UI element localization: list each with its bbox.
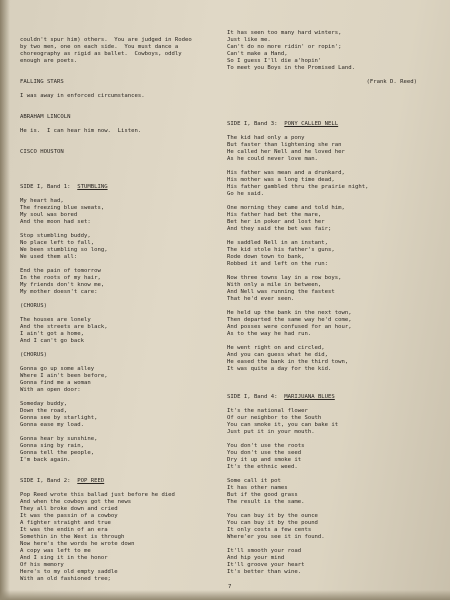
text-line	[227, 170, 417, 177]
text-line	[227, 142, 417, 149]
text-line	[227, 37, 417, 44]
line-text: It'll groove your heart	[227, 562, 305, 568]
text-line	[227, 520, 417, 527]
section-heading	[20, 478, 192, 485]
song-title: MARIJUANA BLUES	[284, 394, 335, 400]
text-line	[227, 359, 417, 366]
line-text: I was away in enforced circumstances.	[20, 93, 145, 99]
text-line	[20, 254, 192, 261]
line-text: A fighter straight and true	[20, 520, 111, 526]
line-text: (CHORUS)	[20, 303, 47, 309]
line-text: And you can guess what he did,	[227, 352, 329, 358]
text-line	[20, 268, 192, 275]
text-line	[227, 366, 417, 373]
text-line	[227, 450, 417, 457]
line-text: Gonna find me a woman	[20, 380, 91, 386]
page-edge-shadow	[0, 0, 10, 600]
line-gap	[20, 429, 192, 436]
line-text: Gonna go up some alley	[20, 366, 95, 372]
page-bottom-shadow	[0, 590, 450, 600]
line-gap	[227, 471, 417, 478]
line-text: It was the passin of a cowboy	[20, 513, 118, 519]
text-line	[20, 58, 192, 65]
text-line	[20, 331, 192, 338]
text-line	[227, 254, 417, 261]
text-line	[20, 338, 192, 345]
text-line	[20, 198, 192, 205]
text-line	[227, 352, 417, 359]
line-gap	[20, 485, 192, 492]
text-line	[20, 548, 192, 555]
line-gap	[20, 261, 192, 268]
line-gap	[20, 135, 192, 149]
text-line	[227, 415, 417, 422]
line-text: Gonna ease my load.	[20, 422, 84, 428]
text-line	[20, 541, 192, 548]
text-line	[20, 128, 192, 135]
text-line	[20, 44, 192, 51]
line-gap	[227, 86, 417, 121]
text-line	[20, 289, 192, 296]
line-text: You can buy it by the ounce	[227, 513, 318, 519]
line-text: (CHORUS)	[20, 352, 47, 358]
text-line	[227, 275, 417, 282]
text-line	[227, 331, 417, 338]
text-line	[227, 527, 417, 534]
section-heading	[227, 394, 417, 401]
line-text: My mother doesn't care:	[20, 289, 98, 295]
text-line	[227, 429, 417, 436]
text-line	[227, 184, 417, 191]
text-line	[20, 506, 192, 513]
line-text: A copy was left to me	[20, 548, 91, 554]
line-text: With an open door:	[20, 387, 81, 393]
text-line	[20, 282, 192, 289]
line-text: And hip your mind	[227, 555, 285, 561]
text-line	[20, 408, 192, 415]
text-line	[20, 387, 192, 394]
line-text: Someday buddy,	[20, 401, 68, 407]
line-gap	[20, 394, 192, 401]
line-gap	[227, 436, 417, 443]
text-line	[227, 191, 417, 198]
line-gap	[20, 121, 192, 128]
line-gap	[227, 163, 417, 170]
line-text: Here's to my old empty saddle	[20, 569, 118, 575]
line-text: He held up the bank in the next town,	[227, 310, 352, 316]
line-text: Gonna hear by sunshine,	[20, 436, 98, 442]
line-text: Just put it in your mouth.	[227, 429, 315, 435]
line-text: But if the good grass	[227, 492, 298, 498]
line-text: I ain't got a home,	[20, 331, 84, 337]
text-line	[227, 408, 417, 415]
text-line	[227, 240, 417, 247]
line-text: Go he said.	[227, 191, 265, 197]
text-line	[20, 247, 192, 254]
line-gap	[227, 233, 417, 240]
line-text: Can't do no more ridin' or ropin';	[227, 44, 342, 50]
line-text: SIDE I, Band 1:	[20, 184, 78, 190]
line-text: I'm back again.	[20, 457, 71, 463]
line-text: His father was mean and a drunkard,	[227, 170, 345, 176]
line-text: Pop Reed wrote this ballad just before he died	[20, 492, 175, 498]
line-text: Some call it pot	[227, 478, 281, 484]
line-text: As to the way he had run.	[227, 331, 312, 337]
line-text: And I sing it in the honor	[20, 555, 108, 561]
line-gap	[227, 401, 417, 408]
line-text: Then departed the same way he'd come,	[227, 317, 352, 323]
line-text: SIDE I, Band 3:	[227, 121, 285, 127]
line-text: Gonna sing by rain,	[20, 443, 84, 449]
text-line	[227, 247, 417, 254]
text-line	[227, 296, 417, 303]
line-gap	[20, 86, 192, 93]
line-text: It has seen too many hard winters,	[227, 30, 342, 36]
line-text: My heart had,	[20, 198, 64, 204]
line-text: Rode down town to bank,	[227, 254, 305, 260]
line-gap	[20, 100, 192, 114]
text-line	[20, 457, 192, 464]
text-line	[227, 177, 417, 184]
text-line	[227, 205, 417, 212]
line-text: You can smoke it, you can bake it	[227, 422, 339, 428]
line-text: The houses are lonely	[20, 317, 91, 323]
line-text: And they said the bet was fair;	[227, 226, 332, 232]
line-gap	[20, 345, 192, 352]
right-column	[227, 30, 417, 576]
text-line	[227, 149, 417, 156]
line-text: Gonna tell the people,	[20, 450, 95, 456]
line-gap	[20, 156, 192, 184]
text-line	[20, 37, 192, 44]
line-text: Bet her in poker and lost her	[227, 219, 325, 225]
line-gap	[20, 65, 192, 79]
line-text: Down the road,	[20, 408, 68, 414]
text-line	[20, 219, 192, 226]
line-text: But faster than lightening she ran	[227, 142, 342, 148]
text-line	[227, 156, 417, 163]
line-text: My friends don't know me,	[20, 282, 105, 288]
line-text: And the streets are black,	[20, 324, 108, 330]
line-text: And the moon had set:	[20, 219, 91, 225]
line-gap	[227, 373, 417, 394]
text-line	[20, 212, 192, 219]
text-line	[20, 401, 192, 408]
line-text: No place left to fall,	[20, 240, 95, 246]
text-line	[20, 520, 192, 527]
text-line	[20, 114, 192, 121]
line-text: And I can't go back	[20, 338, 84, 344]
text-line	[20, 380, 192, 387]
line-text: End the pain of tomorrow	[20, 268, 101, 274]
text-line	[20, 555, 192, 562]
text-line	[20, 303, 192, 310]
line-text: Where'er you see it in found.	[227, 534, 325, 540]
song-title: POP REED	[77, 478, 105, 484]
line-text: It's the ethnic weed.	[227, 464, 298, 470]
line-text: It's the national flower	[227, 408, 308, 414]
text-line	[227, 443, 417, 450]
text-line	[20, 366, 192, 373]
text-line	[227, 478, 417, 485]
line-text: The freezing blue sweats,	[20, 205, 105, 211]
text-line	[20, 324, 192, 331]
text-line	[227, 324, 417, 331]
line-text: We used them all:	[20, 254, 78, 260]
line-text: That he'd ever seen.	[227, 296, 295, 302]
text-line	[227, 135, 417, 142]
text-line	[227, 513, 417, 520]
text-line	[20, 492, 192, 499]
line-gap	[20, 310, 192, 317]
line-text: And when the cowboys got the news	[20, 499, 132, 505]
line-text: With only a mile in between,	[227, 282, 322, 288]
line-gap	[20, 464, 192, 478]
line-text: ABRAHAM LINCOLN	[20, 114, 71, 120]
line-text: One morning they came and told him,	[227, 205, 345, 211]
text-line	[227, 65, 417, 72]
line-text: In the roots of my hair,	[20, 275, 101, 281]
text-line	[227, 555, 417, 562]
page-number: 7	[228, 584, 232, 590]
line-text: choreography as rigid as ballet. Cowboys, oddly	[20, 51, 182, 57]
line-text: It's better than wine.	[227, 569, 302, 575]
line-text: Of his memory	[20, 562, 64, 568]
line-text: It has other names	[227, 485, 288, 491]
text-line	[20, 240, 192, 247]
line-text: As he could never love man.	[227, 156, 318, 162]
text-line	[20, 527, 192, 534]
line-text: With an old fashioned tree;	[20, 576, 111, 582]
line-gap	[227, 303, 417, 310]
line-text: He is. I can hear him now. Listen.	[20, 128, 142, 134]
left-column	[20, 37, 192, 583]
line-text: And posses were confused for an hour,	[227, 324, 352, 330]
line-gap	[227, 506, 417, 513]
line-text: enough are poets.	[20, 58, 78, 64]
line-text: Dry it up and smoke it	[227, 457, 302, 463]
line-text: Now here's the words he wrote down	[20, 541, 135, 547]
text-line	[20, 415, 192, 422]
text-line	[227, 51, 417, 58]
text-line	[20, 576, 192, 583]
line-text: You don't use the roots	[227, 443, 305, 449]
section-heading	[20, 184, 192, 191]
text-line	[227, 282, 417, 289]
text-line	[20, 317, 192, 324]
text-line	[20, 569, 192, 576]
text-line	[227, 492, 417, 499]
text-line	[20, 352, 192, 359]
text-line	[227, 58, 417, 65]
line-text: Of our neighbor to the South	[227, 415, 322, 421]
line-gap	[227, 72, 417, 79]
line-gap	[227, 541, 417, 548]
line-text: Robbed it and left on the run:	[227, 261, 329, 267]
text-line	[20, 79, 192, 86]
line-text: Just like me.	[227, 37, 271, 43]
line-text: His mother was a long time dead,	[227, 177, 335, 183]
text-line	[20, 149, 192, 156]
line-gap	[227, 128, 417, 135]
song-title: PONY CALLED NELL	[284, 121, 339, 127]
line-text: You don't use the seed	[227, 450, 302, 456]
line-text: Can't make a Hand,	[227, 51, 288, 57]
line-text: Where I ain't been before,	[20, 373, 108, 379]
line-text: The kid stole his father's guns,	[227, 247, 335, 253]
text-line	[20, 443, 192, 450]
line-text: He eased the bank in the third town,	[227, 359, 349, 365]
text-line	[20, 534, 192, 541]
line-text: Now three towns lay in a row boys,	[227, 275, 342, 281]
line-text: His father had bet the mare,	[227, 212, 322, 218]
line-text: CISCO HOUSTON	[20, 149, 64, 155]
text-line	[227, 485, 417, 492]
text-line	[227, 226, 417, 233]
text-line	[20, 436, 192, 443]
text-line	[20, 93, 192, 100]
line-text: So I guess I'll die a'hopin'	[227, 58, 322, 64]
text-line	[227, 261, 417, 268]
line-text: The result is the same.	[227, 499, 305, 505]
text-line	[20, 373, 192, 380]
line-text: It'll smooth your road	[227, 548, 302, 554]
line-text: FALLING STARS	[20, 79, 64, 85]
text-line	[20, 205, 192, 212]
text-line	[227, 422, 417, 429]
line-text: The kid had only a pony	[227, 135, 305, 141]
text-line	[227, 219, 417, 226]
line-gap	[227, 268, 417, 275]
line-text: It only costs a few cents	[227, 527, 312, 533]
line-text: SIDE I, Band 2:	[20, 478, 78, 484]
line-text: To meet you Boys in the Promised Land.	[227, 65, 355, 71]
line-text: He went right on and circled,	[227, 345, 325, 351]
line-text: Stop stumbling buddy,	[20, 233, 91, 239]
text-line	[227, 44, 417, 51]
line-gap	[227, 198, 417, 205]
line-text: It was the endin of an era	[20, 527, 108, 533]
text-line	[227, 345, 417, 352]
line-text: My soul was bored	[20, 212, 78, 218]
line-text: His father gambled thru the prairie night,	[227, 184, 369, 190]
text-line	[20, 450, 192, 457]
line-text: Somethin in the West is through	[20, 534, 125, 540]
text-line	[227, 534, 417, 541]
line-text: couldn't spur him) others. You are judged in Rodeo	[20, 37, 192, 43]
line-gap	[227, 338, 417, 345]
text-line	[20, 275, 192, 282]
song-title: STUMBLING	[77, 184, 108, 190]
song-credit: (Frank D. Reed)	[366, 79, 417, 85]
line-text: They all broke down and cried	[20, 506, 118, 512]
text-line	[20, 233, 192, 240]
line-text: You can buy it by the pound	[227, 520, 318, 526]
section-heading	[227, 121, 417, 128]
text-line	[227, 562, 417, 569]
line-gap	[20, 226, 192, 233]
text-line	[20, 513, 192, 520]
text-line	[227, 317, 417, 324]
text-line	[227, 289, 417, 296]
line-text: We been stumbling so long,	[20, 247, 108, 253]
line-gap	[20, 296, 192, 303]
text-line	[20, 499, 192, 506]
line-text: SIDE I, Band 4:	[227, 394, 285, 400]
text-line	[227, 548, 417, 555]
line-gap	[20, 359, 192, 366]
text-line	[227, 212, 417, 219]
line-text: Gonna see by starlight,	[20, 415, 98, 421]
text-line	[20, 562, 192, 569]
text-line	[20, 422, 192, 429]
text-line	[227, 310, 417, 317]
text-line	[227, 457, 417, 464]
text-line	[227, 30, 417, 37]
line-text: He called her Nell and he loved her	[227, 149, 345, 155]
text-line	[227, 499, 417, 506]
line-text: by two men, one on each side. You must dance a	[20, 44, 179, 50]
line-text: He saddled Nell in an instant,	[227, 240, 329, 246]
line-text: It was quite a day for the kid.	[227, 366, 332, 372]
text-line	[227, 464, 417, 471]
line-text: And Nell was running the fastest	[227, 289, 335, 295]
text-line	[227, 569, 417, 576]
line-gap	[20, 191, 192, 198]
text-line	[20, 51, 192, 58]
